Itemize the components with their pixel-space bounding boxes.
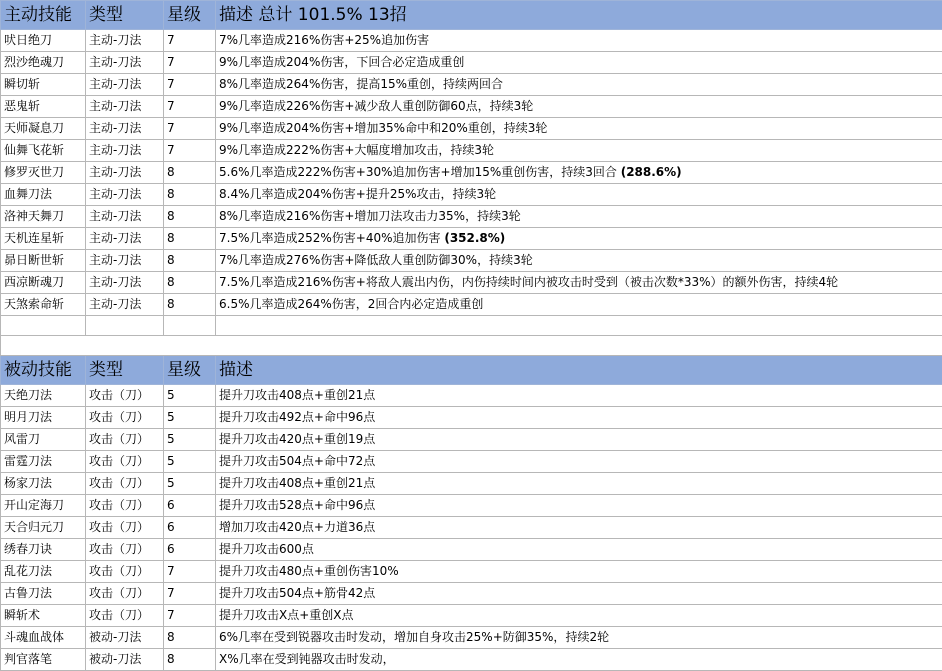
skill-name: 天绝刀法 [1, 385, 86, 407]
active-skill-row [1, 184, 942, 206]
skill-star: 8 [164, 627, 216, 649]
active-header-row [1, 1, 942, 30]
total-percent: (352.8%) [444, 231, 506, 245]
skill-name: 风雷刀 [1, 429, 86, 451]
passive-skill-row [1, 649, 942, 671]
skill-description-text: 提升刀攻击492点+命中96点 [219, 410, 376, 424]
passive-skill-row [1, 561, 942, 583]
skill-description-text: 9%几率造成226%伤害+减少敌人重创防御60点，持续3轮 [219, 99, 534, 113]
active-skill-row [1, 272, 942, 294]
active-skill-row [1, 206, 942, 228]
skill-type: 被动-刀法 [86, 649, 164, 671]
empty-cell [164, 336, 216, 356]
skill-type: 攻击（刀） [86, 495, 164, 517]
skill-name: 洛神天舞刀 [1, 206, 86, 228]
spacer-row [1, 316, 942, 336]
skill-type: 主动-刀法 [86, 30, 164, 52]
skill-star: 7 [164, 74, 216, 96]
skill-type: 主动-刀法 [86, 52, 164, 74]
passive-skill-row [1, 385, 942, 407]
passive-header-row [1, 356, 942, 385]
empty-cell [216, 336, 942, 356]
skill-description-text: 6%几率在受到锐器攻击时发动，增加自身攻击25%+防御35%，持续2轮 [219, 630, 610, 644]
skill-name: 天机连星斩 [1, 228, 86, 250]
skill-description [216, 517, 942, 539]
skill-description-text: 提升刀攻击504点+筋骨42点 [219, 586, 376, 600]
skill-description-text: 8%几率造成216%伤害+增加刀法攻击力35%，持续3轮 [219, 209, 521, 223]
passive-skill-row [1, 627, 942, 649]
skill-description [216, 184, 942, 206]
skill-description-text: 提升刀攻击X点+重创X点 [219, 608, 354, 622]
skill-type: 主动-刀法 [86, 96, 164, 118]
skill-description-text: 7.5%几率造成216%伤害+将敌人震出内伤，内伤持续时间内被攻击时受到（被击次数*33%）的额外伤害，持续4轮 [219, 275, 839, 289]
skill-type: 主动-刀法 [86, 74, 164, 96]
active-header-desc: 描述 总计 101.5% 13招 [216, 1, 942, 30]
skill-star: 5 [164, 451, 216, 473]
skill-star: 8 [164, 162, 216, 184]
skill-description-text: 9%几率造成222%伤害+大幅度增加攻击，持续3轮 [219, 143, 495, 157]
passive-skill-row [1, 605, 942, 627]
skill-name: 瞬切斩 [1, 74, 86, 96]
empty-cell [1, 316, 86, 336]
skill-type: 攻击（刀） [86, 385, 164, 407]
skill-type: 主动-刀法 [86, 184, 164, 206]
skill-description-text: 8.4%几率造成204%伤害+提升25%攻击，持续3轮 [219, 187, 497, 201]
active-header-name: 主动技能 [1, 1, 86, 30]
skill-description-text: 9%几率造成204%伤害，下回合必定造成重创 [219, 55, 465, 69]
skill-star: 7 [164, 30, 216, 52]
active-header-star: 星级 [164, 1, 216, 30]
skill-star: 8 [164, 649, 216, 671]
skill-star: 8 [164, 184, 216, 206]
skill-star: 6 [164, 495, 216, 517]
skill-type: 主动-刀法 [86, 162, 164, 184]
skill-description [216, 250, 942, 272]
skill-name: 天煞索命斩 [1, 294, 86, 316]
skill-description [216, 495, 942, 517]
passive-skill-row [1, 429, 942, 451]
active-skill-row [1, 140, 942, 162]
skill-description-text: 提升刀攻击408点+重创21点 [219, 388, 376, 402]
skill-star: 5 [164, 473, 216, 495]
passive-skill-row [1, 539, 942, 561]
skill-type: 攻击（刀） [86, 539, 164, 561]
skill-type: 攻击（刀） [86, 451, 164, 473]
skill-name: 瞬斩术 [1, 605, 86, 627]
skill-type: 主动-刀法 [86, 206, 164, 228]
active-header-type: 类型 [86, 1, 164, 30]
active-skill-row [1, 162, 942, 184]
empty-cell [86, 316, 164, 336]
skill-table-body [1, 1, 942, 671]
skill-description-text: 5.6%几率造成222%伤害+30%追加伤害+增加15%重创伤害，持续3回合 [219, 165, 621, 179]
active-skill-row [1, 74, 942, 96]
active-skill-row [1, 52, 942, 74]
empty-cell [1, 336, 86, 356]
skill-description-text: 9%几率造成204%伤害+增加35%命中和20%重创，持续3轮 [219, 121, 548, 135]
active-skill-row [1, 228, 942, 250]
skill-description [216, 294, 942, 316]
skill-description [216, 605, 942, 627]
skill-type: 主动-刀法 [86, 228, 164, 250]
skill-type: 主动-刀法 [86, 294, 164, 316]
skill-type: 攻击（刀） [86, 583, 164, 605]
empty-cell [216, 316, 942, 336]
skill-type: 攻击（刀） [86, 517, 164, 539]
skill-name: 西凉断魂刀 [1, 272, 86, 294]
skill-name: 修罗灭世刀 [1, 162, 86, 184]
skill-star: 8 [164, 228, 216, 250]
skill-name: 昴日断世斩 [1, 250, 86, 272]
active-skill-row [1, 118, 942, 140]
skill-description [216, 162, 942, 184]
skill-description-text: 提升刀攻击528点+命中96点 [219, 498, 376, 512]
passive-header-name: 被动技能 [1, 356, 86, 385]
skill-star: 7 [164, 140, 216, 162]
passive-skill-row [1, 583, 942, 605]
skill-description [216, 451, 942, 473]
skill-description [216, 385, 942, 407]
skill-name: 吠日绝刀 [1, 30, 86, 52]
skill-description [216, 407, 942, 429]
passive-skill-row [1, 473, 942, 495]
skill-description [216, 272, 942, 294]
skill-description-text: 提升刀攻击420点+重创19点 [219, 432, 376, 446]
skill-description-text: 提升刀攻击480点+重创伤害10% [219, 564, 399, 578]
skill-star: 5 [164, 385, 216, 407]
skill-description [216, 561, 942, 583]
skill-star: 7 [164, 118, 216, 140]
skill-star: 8 [164, 294, 216, 316]
skill-star: 6 [164, 539, 216, 561]
skill-description-text: 8%几率造成264%伤害，提高15%重创，持续两回合 [219, 77, 504, 91]
skill-star: 7 [164, 583, 216, 605]
active-skill-row [1, 294, 942, 316]
skill-description-text: 6.5%几率造成264%伤害，2回合内必定造成重创 [219, 297, 484, 311]
skill-description [216, 30, 942, 52]
skill-name: 天合归元刀 [1, 517, 86, 539]
total-percent: (288.6%) [620, 165, 682, 179]
skill-name: 血舞刀法 [1, 184, 86, 206]
skill-description-text: 7%几率造成216%伤害+25%追加伤害 [219, 33, 430, 47]
skill-star: 7 [164, 561, 216, 583]
passive-header-desc: 描述 [216, 356, 942, 385]
skill-description [216, 649, 942, 671]
passive-header-type: 类型 [86, 356, 164, 385]
skill-star: 5 [164, 407, 216, 429]
skill-description-text: 提升刀攻击600点 [219, 542, 314, 556]
skill-description [216, 429, 942, 451]
skill-star: 7 [164, 52, 216, 74]
skill-name: 乱花刀法 [1, 561, 86, 583]
passive-skill-row [1, 495, 942, 517]
empty-cell [86, 336, 164, 356]
skill-description [216, 228, 942, 250]
passive-skill-row [1, 407, 942, 429]
skill-type: 攻击（刀） [86, 561, 164, 583]
skill-description [216, 627, 942, 649]
skill-name: 仙舞飞花斩 [1, 140, 86, 162]
skill-name: 烈沙绝魂刀 [1, 52, 86, 74]
skill-description [216, 52, 942, 74]
active-skill-row [1, 250, 942, 272]
skill-star: 6 [164, 517, 216, 539]
skill-name: 判官落笔 [1, 649, 86, 671]
skill-name: 雷霆刀法 [1, 451, 86, 473]
empty-cell [164, 316, 216, 336]
skill-name: 天师凝息刀 [1, 118, 86, 140]
skill-star: 8 [164, 250, 216, 272]
skill-type: 攻击（刀） [86, 429, 164, 451]
skill-name: 恶鬼斩 [1, 96, 86, 118]
skill-star: 7 [164, 96, 216, 118]
skill-description-text: 7.5%几率造成252%伤害+40%追加伤害 [219, 231, 445, 245]
skill-description [216, 583, 942, 605]
skill-description [216, 118, 942, 140]
skill-type: 主动-刀法 [86, 140, 164, 162]
skill-description-text: 提升刀攻击408点+重创21点 [219, 476, 376, 490]
skill-type: 攻击（刀） [86, 407, 164, 429]
skill-description-text: 7%几率造成276%伤害+降低敌人重创防御30%，持续3轮 [219, 253, 533, 267]
skill-description [216, 473, 942, 495]
skill-description [216, 140, 942, 162]
skill-type: 攻击（刀） [86, 605, 164, 627]
skill-description [216, 539, 942, 561]
passive-skill-row [1, 517, 942, 539]
skill-name: 杨家刀法 [1, 473, 86, 495]
passive-header-star: 星级 [164, 356, 216, 385]
active-skill-row [1, 30, 942, 52]
skill-star: 5 [164, 429, 216, 451]
skill-name: 绣春刀诀 [1, 539, 86, 561]
skill-type: 攻击（刀） [86, 473, 164, 495]
skill-name: 开山定海刀 [1, 495, 86, 517]
skill-description [216, 96, 942, 118]
skill-description [216, 74, 942, 96]
skill-type: 被动-刀法 [86, 627, 164, 649]
passive-skill-row [1, 451, 942, 473]
skill-description-text: X%几率在受到钝器攻击时发动， [219, 652, 395, 666]
skill-description [216, 206, 942, 228]
skill-description-text: 提升刀攻击504点+命中72点 [219, 454, 376, 468]
skill-name: 明月刀法 [1, 407, 86, 429]
skill-star: 7 [164, 605, 216, 627]
skill-name: 斗魂血战体 [1, 627, 86, 649]
skill-star: 8 [164, 272, 216, 294]
active-skill-row [1, 96, 942, 118]
skill-name: 古鲁刀法 [1, 583, 86, 605]
skill-type: 主动-刀法 [86, 118, 164, 140]
skill-type: 主动-刀法 [86, 272, 164, 294]
skill-type: 主动-刀法 [86, 250, 164, 272]
skill-star: 8 [164, 206, 216, 228]
spacer-row [1, 336, 942, 356]
skill-description-text: 增加刀攻击420点+力道36点 [219, 520, 376, 534]
